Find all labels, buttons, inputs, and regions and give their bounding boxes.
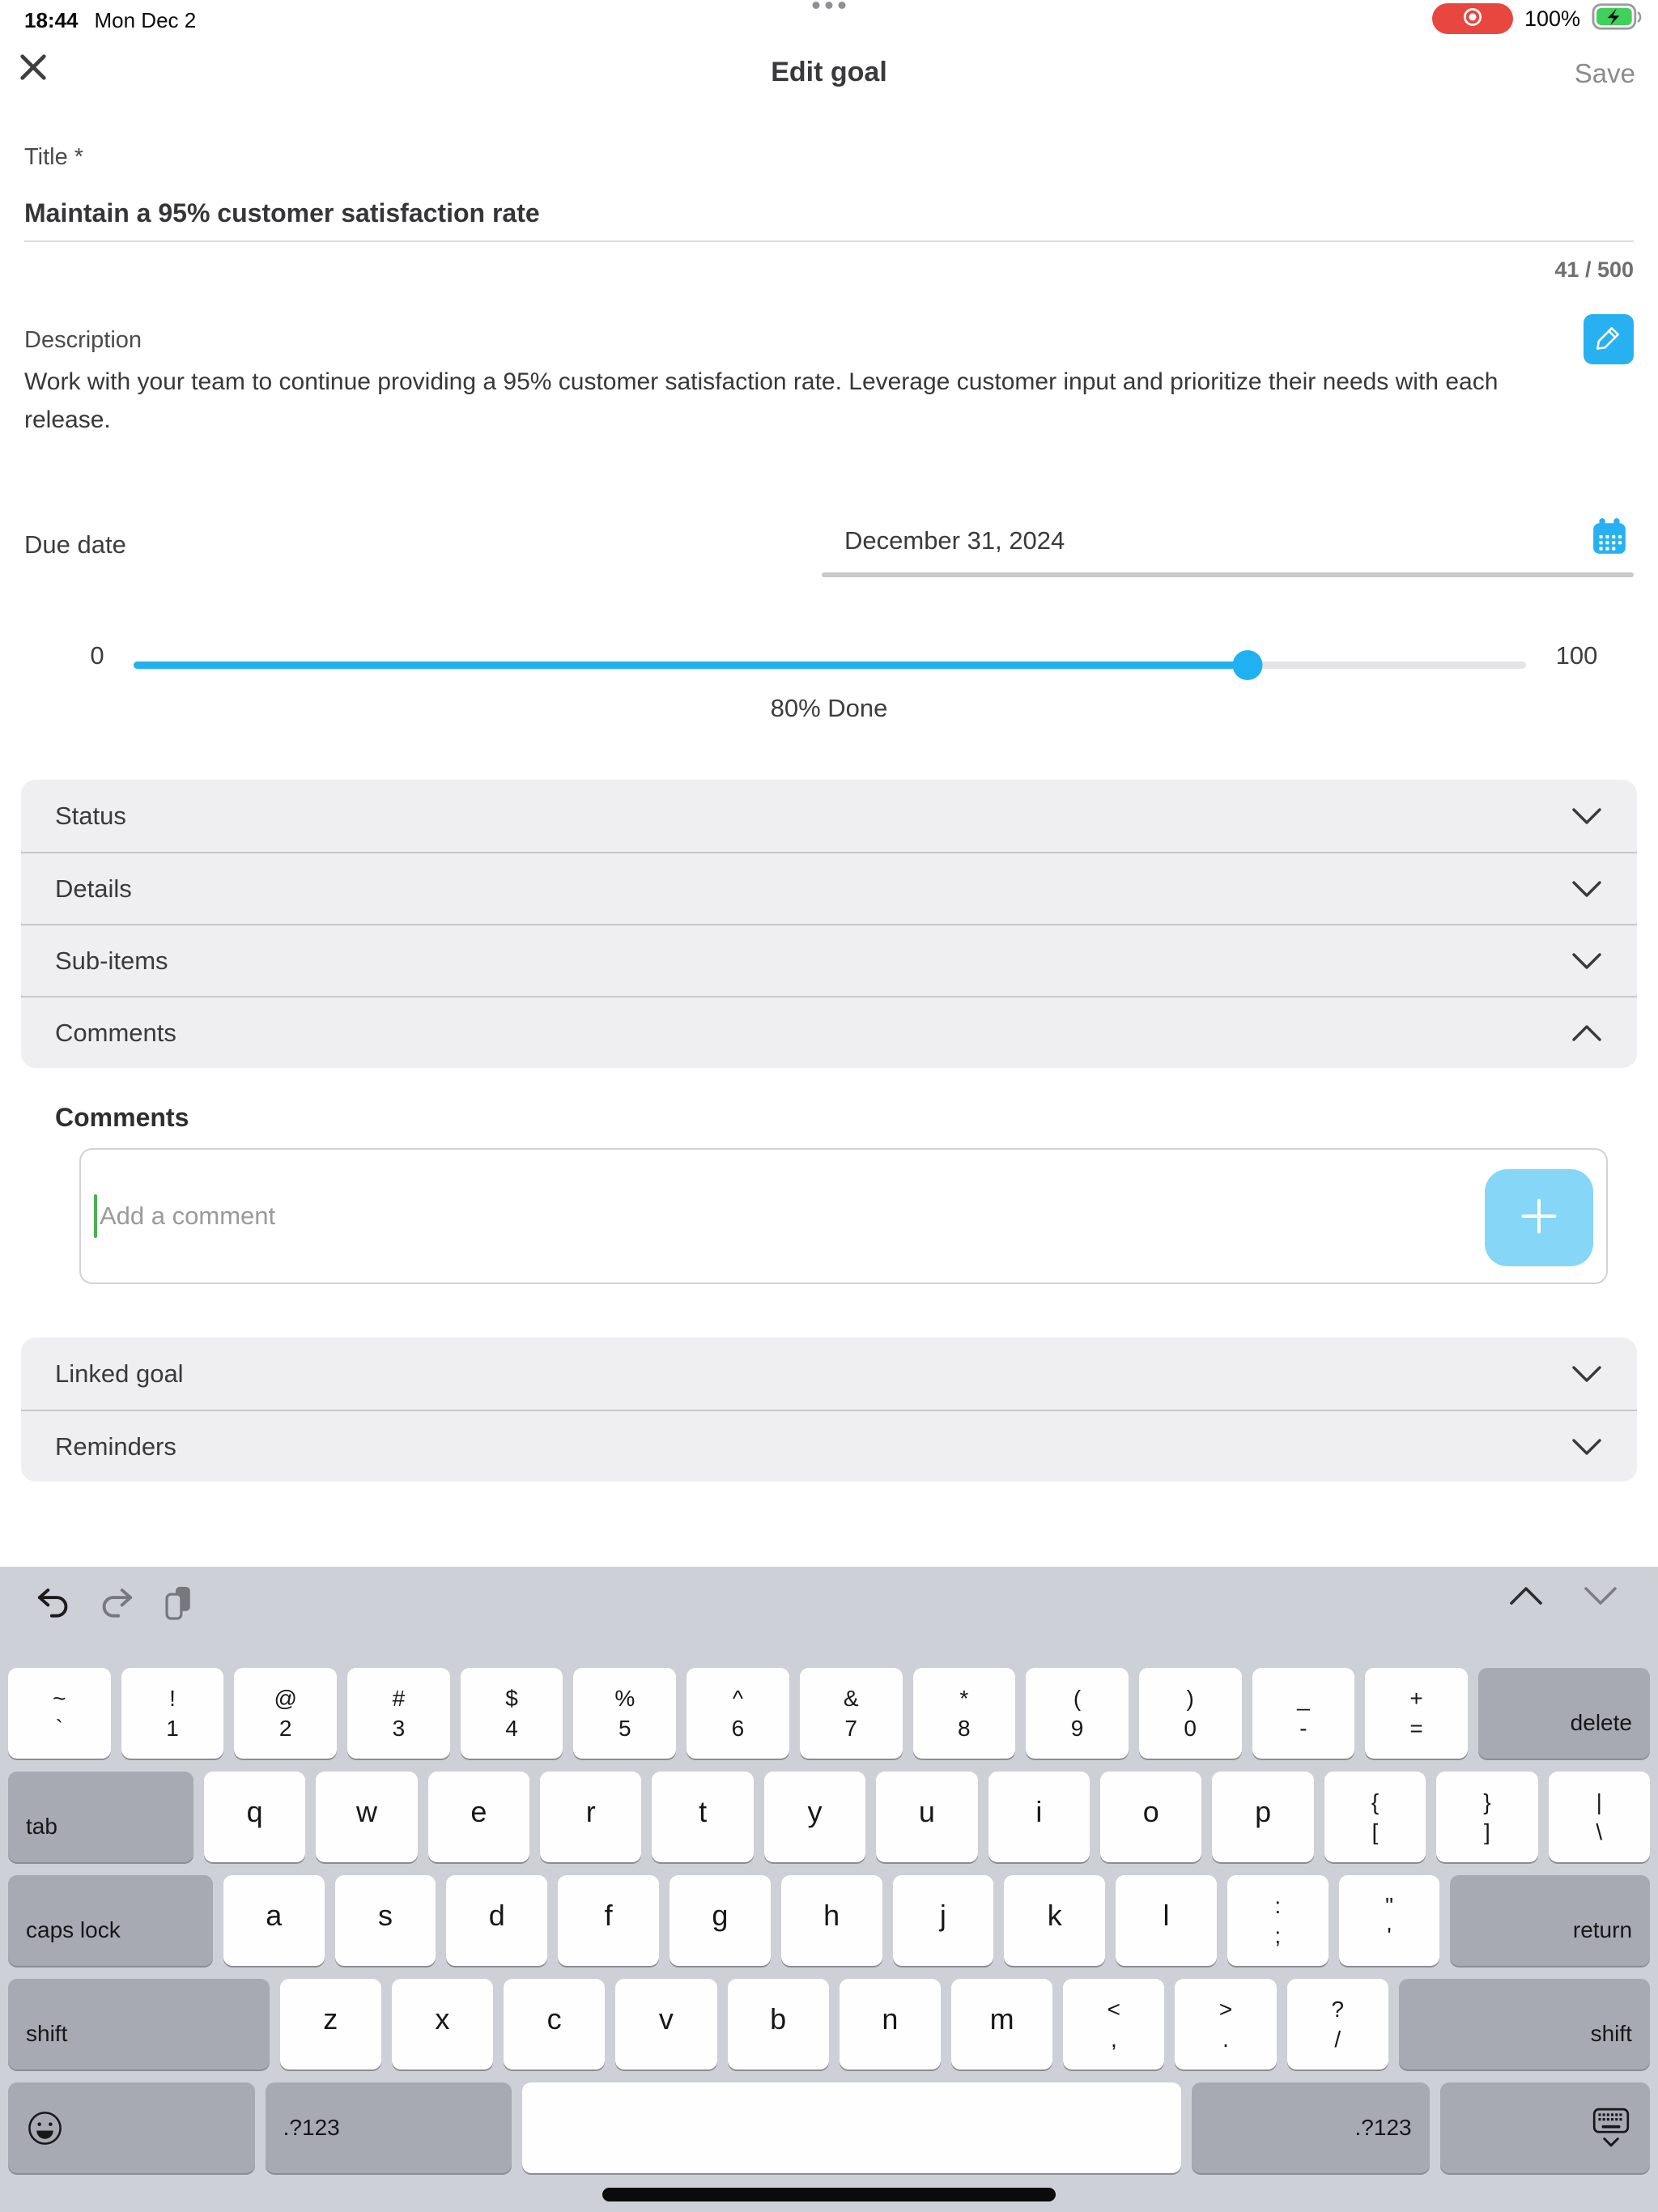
key-k[interactable]: k (1004, 1875, 1105, 1966)
key-p[interactable]: p (1212, 1772, 1313, 1862)
key-space[interactable] (522, 2082, 1181, 2173)
key-slash[interactable]: ? / (1287, 1979, 1388, 2069)
save-button[interactable]: Save (1574, 58, 1635, 88)
key-d[interactable]: d (446, 1875, 547, 1966)
key-h[interactable]: h (781, 1875, 882, 1966)
key-r[interactable]: r (540, 1772, 641, 1862)
key-u[interactable]: u (876, 1772, 977, 1862)
key-left-bracket[interactable]: { [ (1324, 1772, 1426, 1862)
keyboard-row (8, 2082, 1650, 2173)
key-semicolon[interactable]: : ; (1227, 1875, 1329, 1966)
key-3[interactable]: # 3 (347, 1668, 450, 1759)
slider-min-label: 0 (90, 641, 104, 670)
page-title: Edit goal (771, 57, 887, 87)
key-f[interactable]: f (558, 1875, 659, 1966)
onscreen-keyboard (0, 1567, 1658, 2212)
key-tab[interactable]: tab (8, 1772, 193, 1862)
key-5[interactable]: % 5 (573, 1668, 676, 1759)
accordion-label: Sub-items (55, 946, 168, 975)
comments-heading: Comments (55, 1103, 189, 1132)
key-return[interactable]: return (1450, 1875, 1650, 1966)
accordion-row-status[interactable] (21, 780, 1637, 852)
accordion-group-top (21, 780, 1637, 1068)
key-backtick[interactable]: ~ ` (8, 1668, 111, 1759)
key-1[interactable]: ! 1 (121, 1668, 224, 1759)
calendar-icon (1591, 547, 1628, 560)
key-backslash[interactable]: | \ (1549, 1772, 1650, 1862)
chevron-down-icon (1571, 1437, 1603, 1457)
due-date-underline (822, 572, 1634, 577)
chevron-down-icon (1571, 879, 1603, 899)
key-4[interactable]: $ 4 (461, 1668, 563, 1759)
status-bar (0, 0, 1658, 39)
key-n[interactable]: n (840, 1979, 941, 2069)
home-indicator[interactable] (602, 2188, 1056, 2201)
keyboard-rows (0, 1668, 1658, 2186)
more-indicator-icon[interactable] (813, 2, 846, 9)
key-0[interactable]: ) 0 (1139, 1668, 1242, 1759)
keyboard-down-icon[interactable] (1582, 1585, 1619, 1607)
key-i[interactable]: i (988, 1772, 1090, 1862)
title-input-underline (24, 240, 1634, 242)
comment-placeholder: Add a comment (100, 1202, 276, 1230)
key-dismiss[interactable] (1440, 2082, 1650, 2173)
key-emoji[interactable] (8, 2082, 255, 2173)
key-o[interactable]: o (1100, 1772, 1201, 1862)
key-v[interactable]: v (615, 1979, 716, 2069)
slider-status-label: 80% Done (770, 694, 888, 722)
keyboard-row (8, 1875, 1650, 1966)
key-shift[interactable]: shift (1399, 1979, 1650, 2069)
chevron-down-icon (1571, 1364, 1603, 1384)
key-123[interactable]: .?123 (266, 2082, 512, 2173)
accordion-label: Status (55, 801, 126, 830)
accordion-label: Linked goal (55, 1359, 184, 1388)
key-e[interactable]: e (428, 1772, 529, 1862)
slider-thumb[interactable] (1233, 650, 1263, 680)
due-date-label: Due date (24, 530, 126, 559)
redo-icon[interactable] (99, 1585, 136, 1622)
key-apostrophe[interactable]: " ' (1339, 1875, 1440, 1966)
title-field-label: Title * (24, 144, 84, 170)
key-comma[interactable]: < , (1063, 1979, 1164, 2069)
add-comment-button[interactable] (1485, 1169, 1593, 1266)
keyboard-row (8, 1772, 1650, 1862)
accordion-group-bottom (21, 1338, 1637, 1482)
key-y[interactable]: y (764, 1772, 865, 1862)
paste-icon[interactable] (160, 1585, 198, 1622)
key-w[interactable]: w (316, 1772, 417, 1862)
key-right-bracket[interactable]: } ] (1436, 1772, 1537, 1862)
key-period[interactable]: > . (1175, 1979, 1276, 2069)
chevron-up-icon (1571, 1023, 1603, 1043)
text-cursor (94, 1194, 97, 1238)
key-c[interactable]: c (504, 1979, 605, 2069)
due-date-field[interactable]: December 31, 2024 (844, 526, 1065, 555)
battery-icon (1592, 3, 1643, 34)
key-m[interactable]: m (951, 1979, 1052, 2069)
battery-percent: 100% (1524, 6, 1580, 31)
accordion-label: Comments (55, 1018, 176, 1047)
slider-fill (134, 661, 1248, 669)
screen-recording-indicator[interactable] (1432, 3, 1513, 34)
key-6[interactable]: ^ 6 (687, 1668, 789, 1759)
key-delete[interactable]: delete (1478, 1668, 1650, 1759)
key-2[interactable]: @ 2 (234, 1668, 337, 1759)
key-shift[interactable]: shift (8, 1979, 270, 2069)
clock-date: Mon Dec 2 (94, 8, 197, 32)
progress-slider[interactable] (134, 650, 1526, 679)
key-x[interactable]: x (392, 1979, 493, 2069)
calendar-button[interactable] (1591, 517, 1628, 557)
key-t[interactable]: t (652, 1772, 753, 1862)
key-7[interactable]: & 7 (800, 1668, 903, 1759)
accordion-row-sub-items[interactable] (21, 924, 1637, 996)
description-text: Work with your team to continue providing a 95% customer satisfaction rate. Leverage customer input and prioritize their needs with each release. (24, 368, 1499, 433)
comment-input[interactable] (79, 1148, 1608, 1284)
key-equals[interactable]: + = (1365, 1668, 1468, 1759)
pencil-icon (1592, 321, 1625, 358)
key-l[interactable]: l (1116, 1875, 1217, 1966)
key-s[interactable]: s (335, 1875, 436, 1966)
key-a[interactable]: a (223, 1875, 325, 1966)
slider-max-label: 100 (1555, 641, 1598, 670)
key-minus[interactable]: _ - (1252, 1668, 1355, 1759)
key-g[interactable]: g (670, 1875, 771, 1966)
description-label: Description (24, 327, 142, 353)
key-caps-lock[interactable]: caps lock (8, 1875, 213, 1966)
key-z[interactable]: z (280, 1979, 381, 2069)
key-b[interactable]: b (728, 1979, 829, 2069)
keyboard-row (8, 1979, 1650, 2069)
key-q[interactable]: q (204, 1772, 305, 1862)
record-icon (1460, 5, 1485, 33)
keyboard-row (8, 1668, 1650, 1759)
key-9[interactable]: ( 9 (1026, 1668, 1129, 1759)
keyboard-toolbar (0, 1567, 1658, 1668)
nav-bar (0, 39, 1658, 96)
key-8[interactable]: * 8 (913, 1668, 1016, 1759)
plus-icon (1515, 1192, 1563, 1244)
keyboard-up-icon[interactable] (1507, 1585, 1545, 1607)
key-j[interactable]: j (893, 1875, 994, 1966)
title-input[interactable]: Maintain a 95% customer satisfaction rate (24, 198, 540, 228)
clock-time: 18:44 (24, 8, 79, 32)
accordion-row-reminders[interactable] (21, 1410, 1637, 1482)
char-counter: 41 / 500 (1554, 257, 1634, 282)
undo-icon[interactable] (34, 1585, 71, 1622)
key-123[interactable]: .?123 (1192, 2082, 1429, 2173)
chevron-down-icon (1571, 951, 1603, 971)
accordion-row-linked-goal[interactable] (21, 1338, 1637, 1410)
accordion-label: Reminders (55, 1431, 176, 1461)
accordion-row-comments[interactable] (21, 996, 1637, 1068)
accordion-label: Details (55, 874, 132, 903)
accordion-row-details[interactable] (21, 852, 1637, 924)
edit-description-button[interactable] (1584, 314, 1634, 364)
chevron-down-icon (1571, 806, 1603, 826)
